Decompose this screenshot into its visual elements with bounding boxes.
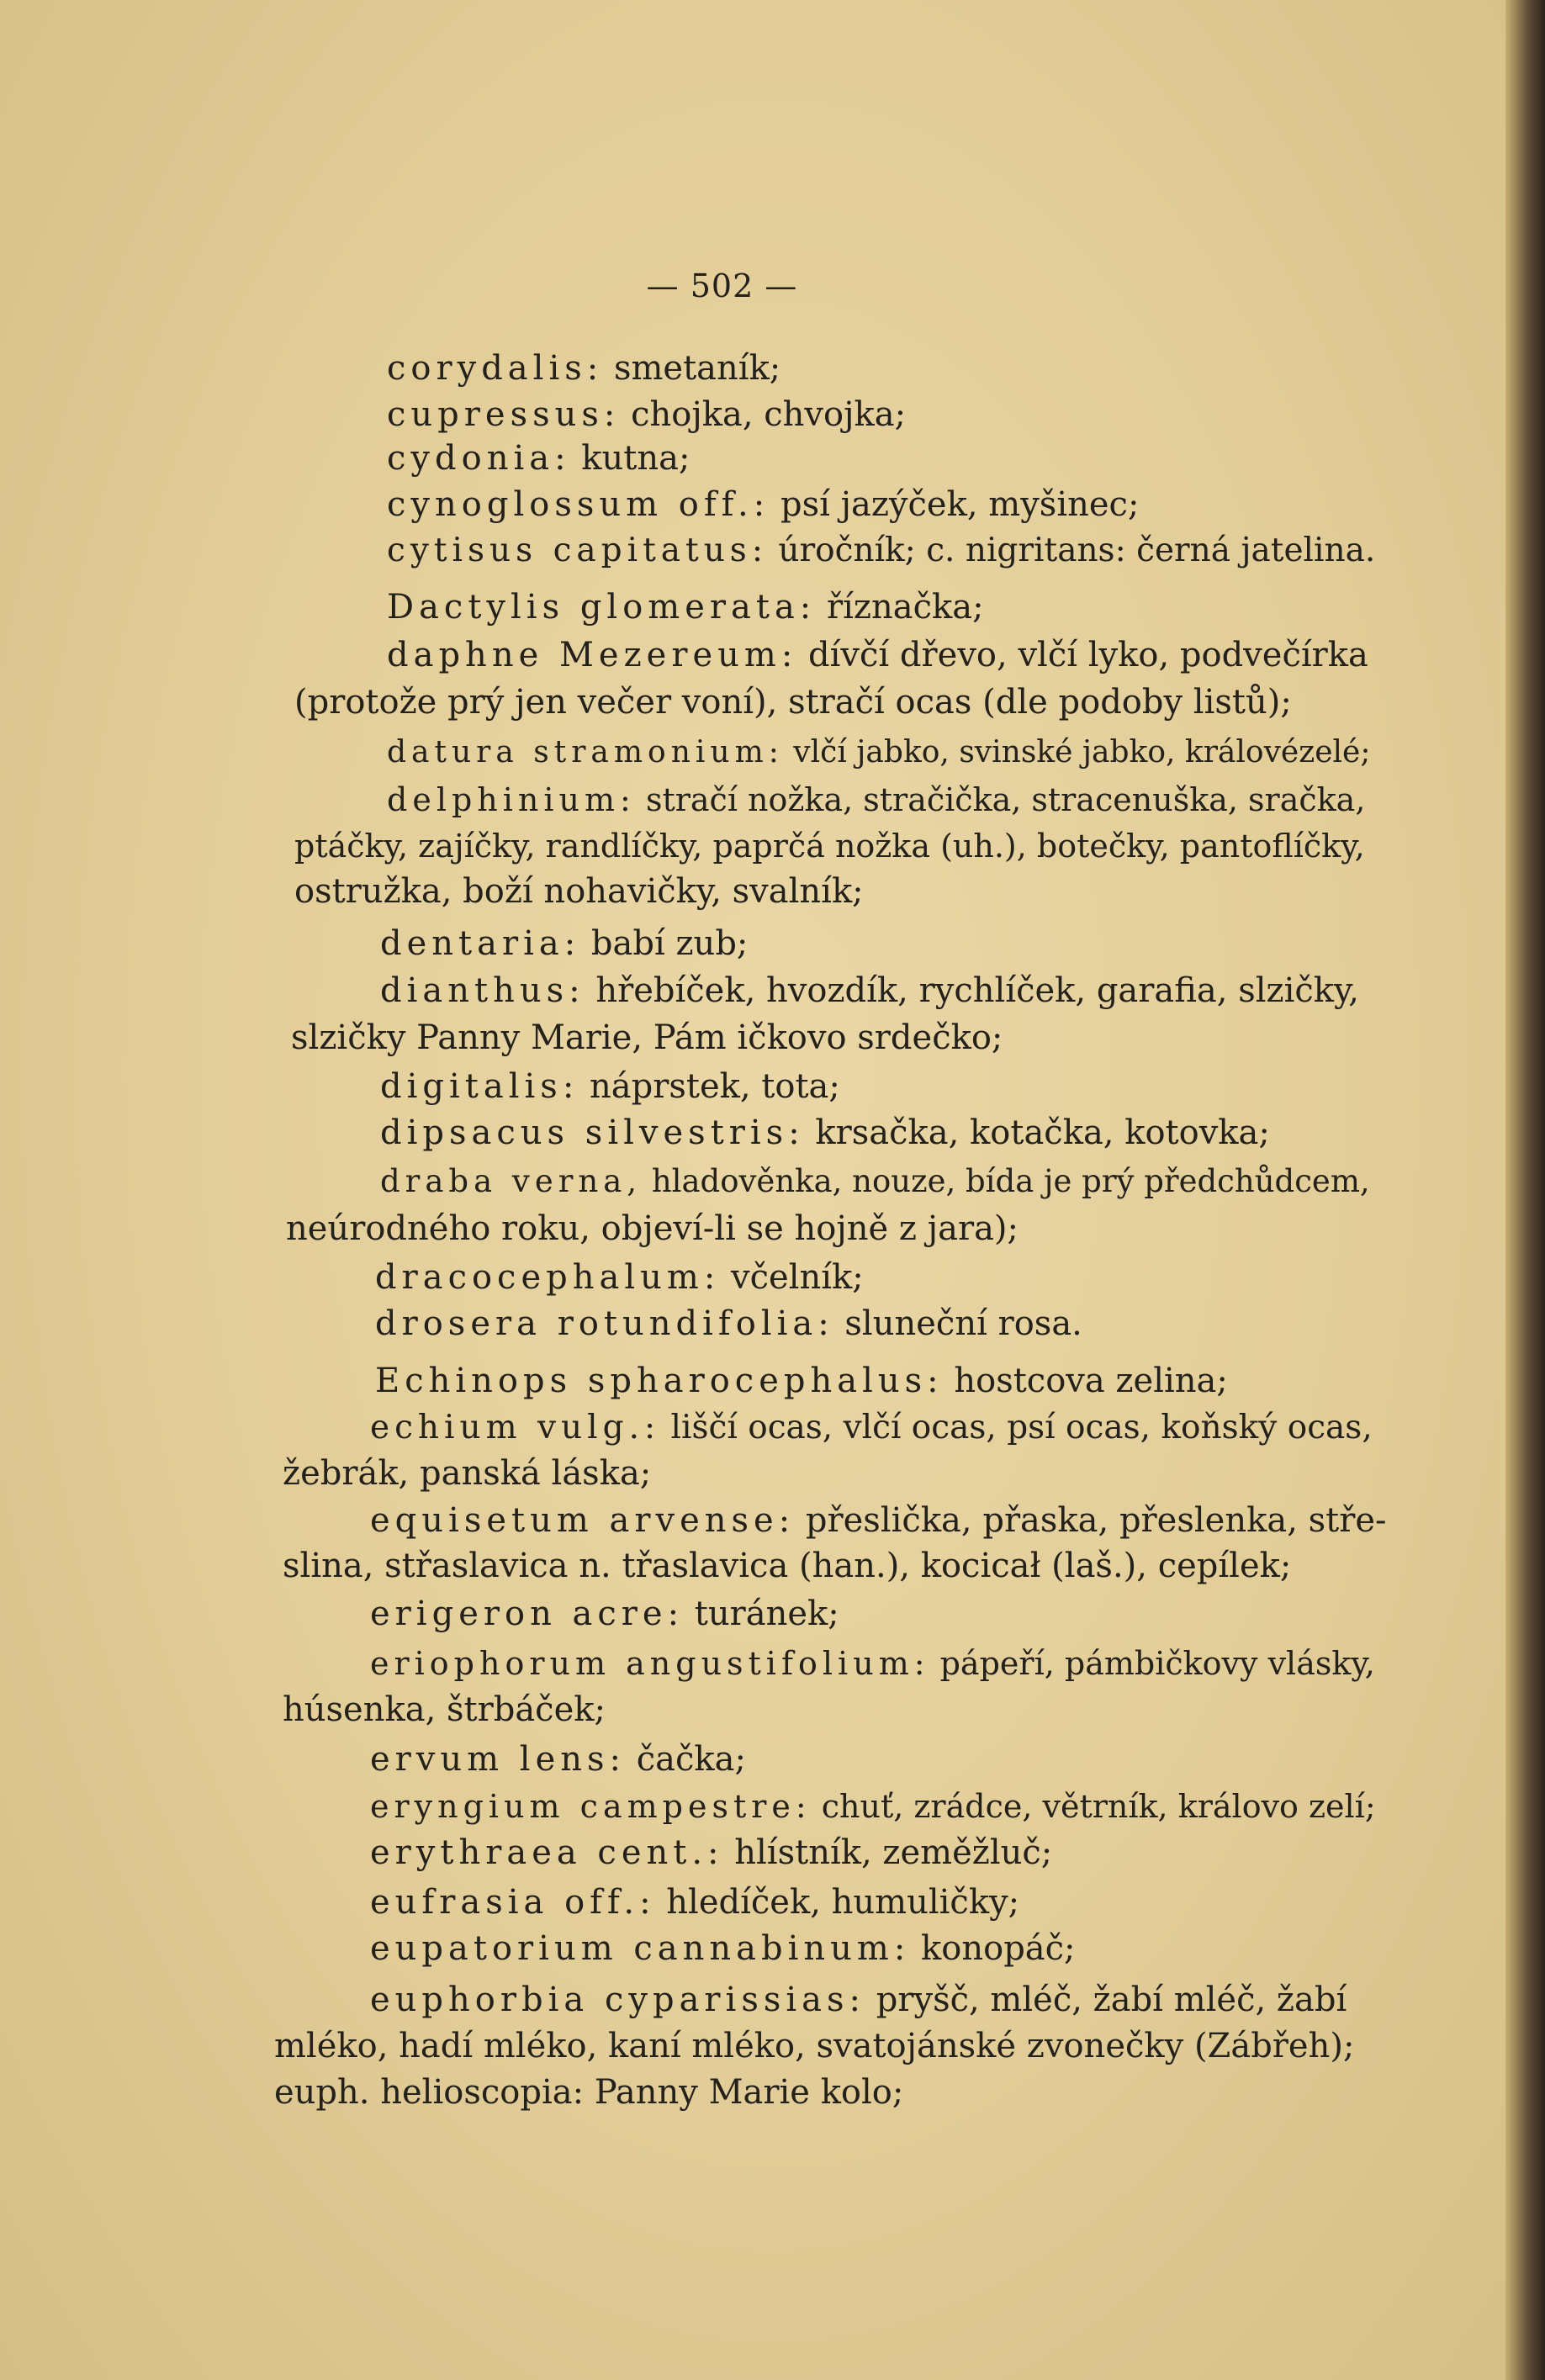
entry-line: [291, 1017, 1003, 1059]
entry-line: [370, 1642, 1375, 1685]
latin-name: erigeron acre:: [370, 1595, 685, 1633]
czech-names: hostcova zelina;: [943, 1362, 1228, 1400]
latin-name: digitalis:: [380, 1067, 579, 1106]
latin-name: equisetum arvense:: [370, 1501, 796, 1540]
latin-name: eriophorum angustifolium:: [370, 1645, 930, 1682]
czech-names: chojka, chvojka;: [620, 395, 907, 434]
entry-line: [370, 1979, 1347, 2021]
entry-line: [370, 1832, 1052, 1874]
latin-name: Echinops spharocephalus:: [375, 1362, 944, 1400]
czech-names: pápeří, pámbičkovy vlásky,: [929, 1645, 1375, 1682]
latin-name: cupressus:: [387, 395, 621, 434]
page-binding-edge: [1505, 0, 1545, 2380]
latin-name: eryngium campestre:: [370, 1788, 812, 1825]
latin-name: eupatorium cannabinum:: [370, 1929, 911, 1968]
czech-names: kutna;: [570, 439, 690, 478]
czech-names: žebrák, panská láska;: [283, 1454, 652, 1493]
entry-line: [370, 1785, 1376, 1827]
entry-line: [283, 1545, 1291, 1587]
entry-line: [294, 681, 1292, 723]
latin-name: euphorbia cyparissias:: [370, 1981, 866, 2019]
czech-names: hledíček, humuličky;: [655, 1883, 1020, 1922]
latin-name: cydonia:: [387, 439, 571, 478]
latin-name: delphinium:: [387, 781, 636, 818]
entry-line: [283, 1689, 606, 1731]
entry-line: [380, 1066, 840, 1108]
czech-names: babí zub;: [580, 924, 749, 963]
czech-names: smetaník;: [603, 349, 781, 388]
latin-name: cynoglossum off.:: [387, 485, 770, 524]
page-number: — 502 —: [646, 267, 798, 304]
entry-line: [283, 1452, 651, 1494]
entry-line: [274, 2071, 903, 2113]
entry-line: [387, 437, 690, 479]
czech-names: mléko, hadí mléko, kaní mléko, svatojánské zvonečky (Zábřeh);: [274, 2027, 1355, 2065]
entry-line: [370, 1928, 1076, 1970]
czech-names: krsačka, kotačka, kotovka;: [804, 1113, 1270, 1152]
czech-names: ostružka, boží nohavičky, svalník;: [294, 872, 864, 911]
entry-line: [387, 732, 1370, 774]
entry-line: [370, 1593, 839, 1635]
latin-name: daphne Mezereum:: [387, 636, 798, 674]
entry-line: [387, 394, 906, 436]
entry-line: [375, 1256, 864, 1298]
czech-names: liščí ocas, vlčí ocas, psí ocas, koňský ocas,: [660, 1409, 1373, 1447]
entry-line: [380, 923, 748, 965]
entry-line: [387, 634, 1368, 676]
czech-names: húsenka, štrbáček;: [283, 1690, 606, 1729]
latin-name: eufrasia off.:: [370, 1883, 656, 1922]
czech-names: hřebíček, hvozdík, rychlíček, garafia, slzičky,: [585, 971, 1360, 1010]
czech-names: vlčí jabko, svinské jabko, královézelé;: [783, 735, 1371, 770]
latin-name: draba verna,: [380, 1163, 643, 1199]
entry-line: [387, 530, 1375, 572]
latin-name: erythraea cent.:: [370, 1833, 724, 1872]
latin-name: dracocephalum:: [375, 1258, 721, 1297]
entry-line: [380, 970, 1359, 1012]
latin-name: corydalis:: [387, 349, 604, 388]
entry-line: [370, 1881, 1019, 1923]
czech-names: pryšč, mléč, žabí mléč, žabí: [865, 1981, 1347, 2019]
latin-name: dipsacus silvestris:: [380, 1113, 805, 1152]
entry-line: [380, 1112, 1270, 1154]
entry-line: [380, 1161, 1370, 1203]
czech-names: včelník;: [720, 1258, 864, 1297]
czech-names: ptáčky, zajíčky, randlíčky, paprčá nožka (uh.), botečky, pantoflíčky,: [294, 828, 1365, 865]
latin-name: ervum lens:: [370, 1740, 627, 1779]
latin-name: dianthus:: [380, 971, 585, 1010]
entry-line: [387, 586, 984, 628]
latin-name: datura stramonium:: [387, 735, 784, 770]
entry-line: [294, 825, 1365, 867]
entry-line: [370, 1407, 1373, 1449]
entry-line: [370, 1738, 746, 1780]
latin-name: drosera rotundifolia:: [375, 1304, 834, 1343]
czech-names: hladověnka, nouze, bída je prý předchůdcem,: [642, 1163, 1370, 1199]
czech-names: chuť, zrádce, větrník, královo zelí;: [811, 1788, 1376, 1825]
entry-line: [370, 1499, 1387, 1542]
entry-line: [375, 1360, 1228, 1402]
entry-line: [387, 484, 1139, 526]
czech-names: slzičky Panny Marie, Pám ičkovo srdečko;: [291, 1018, 1003, 1057]
entry-line: [387, 347, 780, 389]
czech-names: slina, střaslavica n. třaslavica (han.), kocicał (laš.), cepílek;: [283, 1547, 1292, 1585]
czech-names: psí jazýček, myšinec;: [770, 485, 1140, 524]
czech-names: (protože prý jen večer voní), stračí ocas (dle podoby listů);: [294, 683, 1292, 722]
czech-names: neúrodného roku, objeví-li se hojně z jara);: [286, 1209, 1019, 1248]
czech-names: turánek;: [684, 1595, 839, 1633]
entry-line: [286, 1208, 1019, 1250]
czech-names: euph. helioscopia: Panny Marie kolo;: [274, 2073, 904, 2112]
entry-line: [375, 1303, 1082, 1345]
czech-names: sluneční rosa.: [833, 1304, 1082, 1343]
czech-names: úročník; c. nigritans: černá jatelina.: [767, 532, 1376, 569]
czech-names: přeslička, přaska, přeslenka, stře-: [795, 1501, 1387, 1540]
czech-names: náprstek, tota;: [579, 1067, 840, 1106]
czech-names: stračí nožka, stračička, stracenuška, sračka,: [635, 781, 1366, 818]
entry-line: [274, 2025, 1354, 2067]
latin-name: dentaria:: [380, 924, 581, 963]
latin-name: echium vulg.:: [370, 1409, 661, 1447]
czech-names: konopáč;: [910, 1929, 1076, 1968]
latin-name: Dactylis glomerata:: [387, 588, 817, 627]
entry-line: [387, 779, 1365, 821]
czech-names: říznačka;: [816, 588, 984, 627]
latin-name: cytisus capitatus:: [387, 532, 768, 569]
czech-names: hlístník, zeměžluč;: [723, 1833, 1053, 1872]
czech-names: dívčí dřevo, vlčí lyko, podvečírka: [797, 636, 1368, 674]
entry-line: [294, 870, 864, 912]
czech-names: čačka;: [626, 1740, 746, 1779]
